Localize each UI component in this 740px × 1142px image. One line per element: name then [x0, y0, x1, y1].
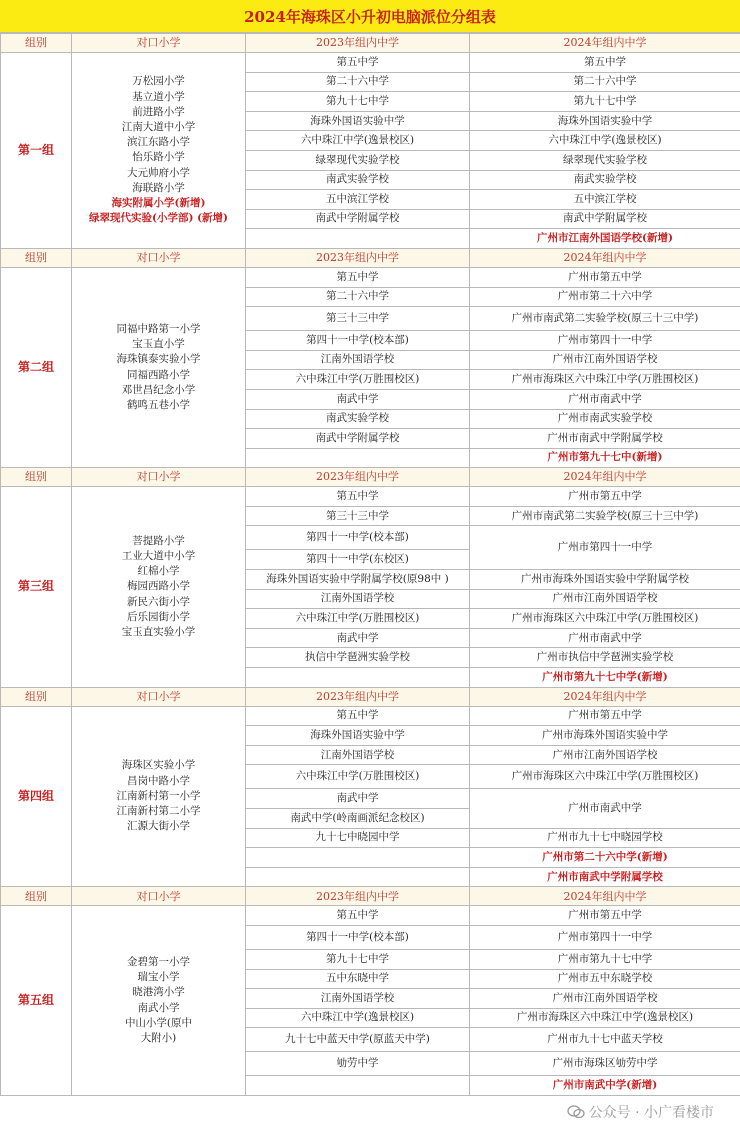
school-2024: 广州市九十七中蓝天学校 — [470, 1028, 740, 1052]
header-row — [1, 248, 740, 267]
school-2023 — [246, 229, 470, 249]
primary-school: 江南新村第二小学 — [116, 805, 201, 818]
school-2023: 第二十六中学 — [246, 72, 470, 92]
school-2023: 南武中学(岭南画派纪念校区) — [246, 809, 470, 829]
column-header: 组别 — [1, 687, 72, 706]
school-2024: 第九十七中学 — [470, 92, 740, 112]
column-header: 2023年组内中学 — [246, 34, 470, 53]
primary-school: 鹤鸣五巷小学 — [127, 399, 190, 412]
school-2023: 第三十三中学 — [246, 307, 470, 331]
column-header: 2023年组内中学 — [246, 248, 470, 267]
column-header: 对口小学 — [72, 687, 246, 706]
header-row — [1, 34, 740, 53]
school-2024: 广州市第九十七中学(新增) — [470, 668, 740, 688]
primary-school: 后乐园街小学 — [127, 610, 190, 623]
school-2023: 南武实验学校 — [246, 409, 470, 429]
school-2024: 广州市第二十六中学(新增) — [470, 848, 740, 868]
school-2023: 六中珠江中学(万胜围校区) — [246, 765, 470, 789]
school-2023: 第五中学 — [246, 267, 470, 287]
school-2023: 南武中学附属学校 — [246, 429, 470, 449]
column-header: 对口小学 — [72, 34, 246, 53]
school-2024: 广州市海珠外国语实验中学 — [470, 726, 740, 746]
group-name: 第五组 — [1, 906, 72, 1096]
table-row — [1, 706, 740, 726]
column-header: 2024年组内中学 — [470, 687, 740, 706]
school-2023: 海珠外国语实验中学附属学校(原98中 ) — [246, 570, 470, 590]
primary-school: 新民六街小学 — [127, 595, 190, 608]
school-2024: 广州市海珠外国语实验中学附属学校 — [470, 570, 740, 590]
school-2023: 南武实验学校 — [246, 170, 470, 190]
table-row — [1, 267, 740, 287]
school-2024: 广州市第四十一中学 — [470, 331, 740, 351]
column-header: 对口小学 — [72, 887, 246, 906]
primary-school: 瑞宝小学 — [137, 971, 180, 984]
school-2024: 广州市江南外国语学校(新增) — [470, 229, 740, 249]
school-2023: 第九十七中学 — [246, 949, 470, 969]
column-header: 对口小学 — [72, 248, 246, 267]
primary-school: 江南新村第一小学 — [116, 789, 201, 802]
primary-school: 梅园西路小学 — [127, 580, 190, 593]
column-header: 组别 — [1, 34, 72, 53]
school-2023: 第五中学 — [246, 706, 470, 726]
column-header: 2024年组内中学 — [470, 887, 740, 906]
primary-school: 滨江东路小学 — [127, 136, 190, 149]
school-2024: 广州市南武中学(新增) — [470, 1076, 740, 1096]
school-2023: 江南外国语学校 — [246, 589, 470, 609]
school-2023: 六中珠江中学(万胜围校区) — [246, 370, 470, 390]
school-2023: 第三十三中学 — [246, 506, 470, 526]
school-2023: 第四十一中学(校本部) — [246, 925, 470, 949]
school-2023: 九十七中蓝天中学(原蓝天中学) — [246, 1028, 470, 1052]
table-row — [1, 53, 740, 73]
school-2023: 六中珠江中学(逸景校区) — [246, 131, 470, 151]
school-2024: 广州市江南外国语学校 — [470, 589, 740, 609]
primary-school: 大元帅府小学 — [127, 166, 190, 179]
school-2023: 六中珠江中学(万胜围校区) — [246, 609, 470, 629]
school-2024: 海珠外国语实验中学 — [470, 111, 740, 131]
school-2023: 第四十一中学(校本部) — [246, 331, 470, 351]
primary-school: 工业大道中小学 — [121, 549, 196, 562]
primary-school: 晓港湾小学 — [132, 986, 185, 999]
primary-school: 同福西路小学 — [127, 368, 190, 381]
school-2023: 海珠外国语实验中学 — [246, 111, 470, 131]
header-row — [1, 468, 740, 487]
school-2024: 广州市海珠区六中珠江中学(逸景校区) — [470, 1008, 740, 1028]
school-2024: 广州市第五中学 — [470, 267, 740, 287]
school-2023: 江南外国语学校 — [246, 745, 470, 765]
school-2024: 广州市执信中学琶洲实验学校 — [470, 648, 740, 668]
group-name: 第四组 — [1, 706, 72, 887]
school-2024: 广州市南武第二实验学校(原三十三中学) — [470, 307, 740, 331]
primary-school: 海珠镇泰实验小学 — [116, 353, 201, 366]
school-2024: 广州市第四十一中学 — [470, 526, 740, 570]
school-2024: 广州市海珠区六中珠江中学(万胜围校区) — [470, 609, 740, 629]
school-2023: 第五中学 — [246, 53, 470, 73]
primary-school-list — [72, 706, 246, 887]
group-name: 第二组 — [1, 267, 72, 467]
school-2024: 广州市南武中学附属学校 — [470, 429, 740, 449]
column-header: 组别 — [1, 248, 72, 267]
school-2024: 南武实验学校 — [470, 170, 740, 190]
school-2023 — [246, 867, 470, 887]
primary-school: 昌岗中路小学 — [127, 774, 190, 787]
school-2023: 九十七中晓园中学 — [246, 828, 470, 848]
page-title: 2024年海珠区小升初电脑派位分组表 — [0, 0, 740, 33]
header-row — [1, 687, 740, 706]
school-2023: 第四十一中学(东校区) — [246, 550, 470, 570]
school-2024: 广州市第五中学 — [470, 906, 740, 926]
school-2024: 广州市九十七中晓园学校 — [470, 828, 740, 848]
school-2024: 广州市江南外国语学校 — [470, 350, 740, 370]
school-2023 — [246, 448, 470, 468]
school-2024: 南武中学附属学校 — [470, 209, 740, 229]
primary-school: 中山小学(原中 — [124, 1016, 193, 1029]
primary-school: 海珠区实验小学 — [121, 759, 196, 772]
school-2024: 广州市第五中学 — [470, 487, 740, 507]
school-2024: 广州市第五中学 — [470, 706, 740, 726]
primary-school: 菩提路小学 — [132, 534, 185, 547]
school-2024: 广州市海珠区六中珠江中学(万胜围校区) — [470, 370, 740, 390]
primary-school-list — [72, 487, 246, 687]
primary-school: 海联路小学 — [132, 181, 185, 194]
school-2024: 广州市南武中学 — [470, 628, 740, 648]
primary-school: 万松园小学 — [132, 75, 185, 88]
column-header: 组别 — [1, 887, 72, 906]
group-name: 第一组 — [1, 53, 72, 249]
school-2024: 广州市南武第二实验学校(原三十三中学) — [470, 506, 740, 526]
watermark — [563, 1102, 718, 1122]
school-2023: 南武中学 — [246, 389, 470, 409]
primary-school: 邓世昌纪念小学 — [121, 383, 196, 396]
school-2023: 第五中学 — [246, 906, 470, 926]
column-header: 2024年组内中学 — [470, 248, 740, 267]
primary-school: 绿翠现代实验(小学部) (新增) — [88, 212, 229, 225]
primary-school: 江南大道中小学 — [121, 121, 196, 134]
primary-school: 前进路小学 — [132, 105, 185, 118]
column-header: 2024年组内中学 — [470, 34, 740, 53]
column-header: 组别 — [1, 468, 72, 487]
primary-school: 汇源大街小学 — [127, 820, 190, 833]
primary-school: 宝玉直小学 — [132, 338, 185, 351]
school-2024: 广州市五中东晓学校 — [470, 969, 740, 989]
school-2023 — [246, 1076, 470, 1096]
school-2024: 广州市第九十七中(新增) — [470, 448, 740, 468]
primary-school: 宝玉直实验小学 — [121, 626, 196, 638]
school-2023: 劬劳中学 — [246, 1052, 470, 1076]
school-2024: 广州市第四十一中学 — [470, 925, 740, 949]
school-2024: 五中滨江学校 — [470, 190, 740, 210]
primary-school: 金碧第一小学 — [127, 956, 190, 968]
school-2023: 绿翠现代实验学校 — [246, 150, 470, 170]
school-2023: 海珠外国语实验中学 — [246, 726, 470, 746]
school-2024: 第五中学 — [470, 53, 740, 73]
school-2023: 第九十七中学 — [246, 92, 470, 112]
school-2023: 南武中学 — [246, 789, 470, 809]
school-2024: 广州市江南外国语学校 — [470, 745, 740, 765]
school-2023: 第五中学 — [246, 487, 470, 507]
school-2024: 广州市南武中学 — [470, 389, 740, 409]
school-2023: 第二十六中学 — [246, 287, 470, 307]
grouping-table — [0, 33, 740, 1096]
school-2023: 南武中学 — [246, 628, 470, 648]
wechat-icon — [567, 1105, 585, 1119]
school-2023: 执信中学琶洲实验学校 — [246, 648, 470, 668]
school-2023: 五中滨江学校 — [246, 190, 470, 210]
school-2024: 绿翠现代实验学校 — [470, 150, 740, 170]
school-2024: 第二十六中学 — [470, 72, 740, 92]
table-row — [1, 906, 740, 926]
school-2024: 广州市第二十六中学 — [470, 287, 740, 307]
column-header: 2023年组内中学 — [246, 468, 470, 487]
primary-school-list — [72, 906, 246, 1096]
school-2023 — [246, 848, 470, 868]
school-2024: 广州市海珠区六中珠江中学(万胜围校区) — [470, 765, 740, 789]
school-2024: 广州市江南外国语学校 — [470, 989, 740, 1009]
primary-school: 南武小学 — [137, 1001, 180, 1014]
column-header: 2023年组内中学 — [246, 687, 470, 706]
column-header: 对口小学 — [72, 468, 246, 487]
primary-school: 同福中路第一小学 — [116, 322, 201, 335]
school-2023: 江南外国语学校 — [246, 989, 470, 1009]
school-2024: 六中珠江中学(逸景校区) — [470, 131, 740, 151]
primary-school: 基立道小学 — [132, 90, 185, 103]
primary-school: 海实附属小学(新增) — [111, 197, 206, 210]
primary-school: 怡乐路小学 — [132, 151, 185, 164]
column-header: 2024年组内中学 — [470, 468, 740, 487]
primary-school: 红棉小学 — [137, 565, 180, 578]
primary-school-list — [72, 53, 246, 249]
watermark-text: 公众号 · 小广看楼市 — [588, 1105, 714, 1121]
school-2024: 广州市南武实验学校 — [470, 409, 740, 429]
school-2024: 广州市南武中学附属学校 — [470, 867, 740, 887]
school-2024: 广州市海珠区劬劳中学 — [470, 1052, 740, 1076]
primary-school-list — [72, 267, 246, 467]
column-header: 2023年组内中学 — [246, 887, 470, 906]
header-row — [1, 887, 740, 906]
school-2024: 广州市南武中学 — [470, 789, 740, 828]
school-2023: 南武中学附属学校 — [246, 209, 470, 229]
group-name: 第三组 — [1, 487, 72, 687]
primary-school: 大附小) — [140, 1032, 177, 1045]
school-2023: 江南外国语学校 — [246, 350, 470, 370]
school-2023: 五中东晓中学 — [246, 969, 470, 989]
school-2024: 广州市第九十七中学 — [470, 949, 740, 969]
school-2023 — [246, 668, 470, 688]
school-2023: 第四十一中学(校本部) — [246, 526, 470, 550]
table-row — [1, 487, 740, 507]
school-2023: 六中珠江中学(逸景校区) — [246, 1008, 470, 1028]
